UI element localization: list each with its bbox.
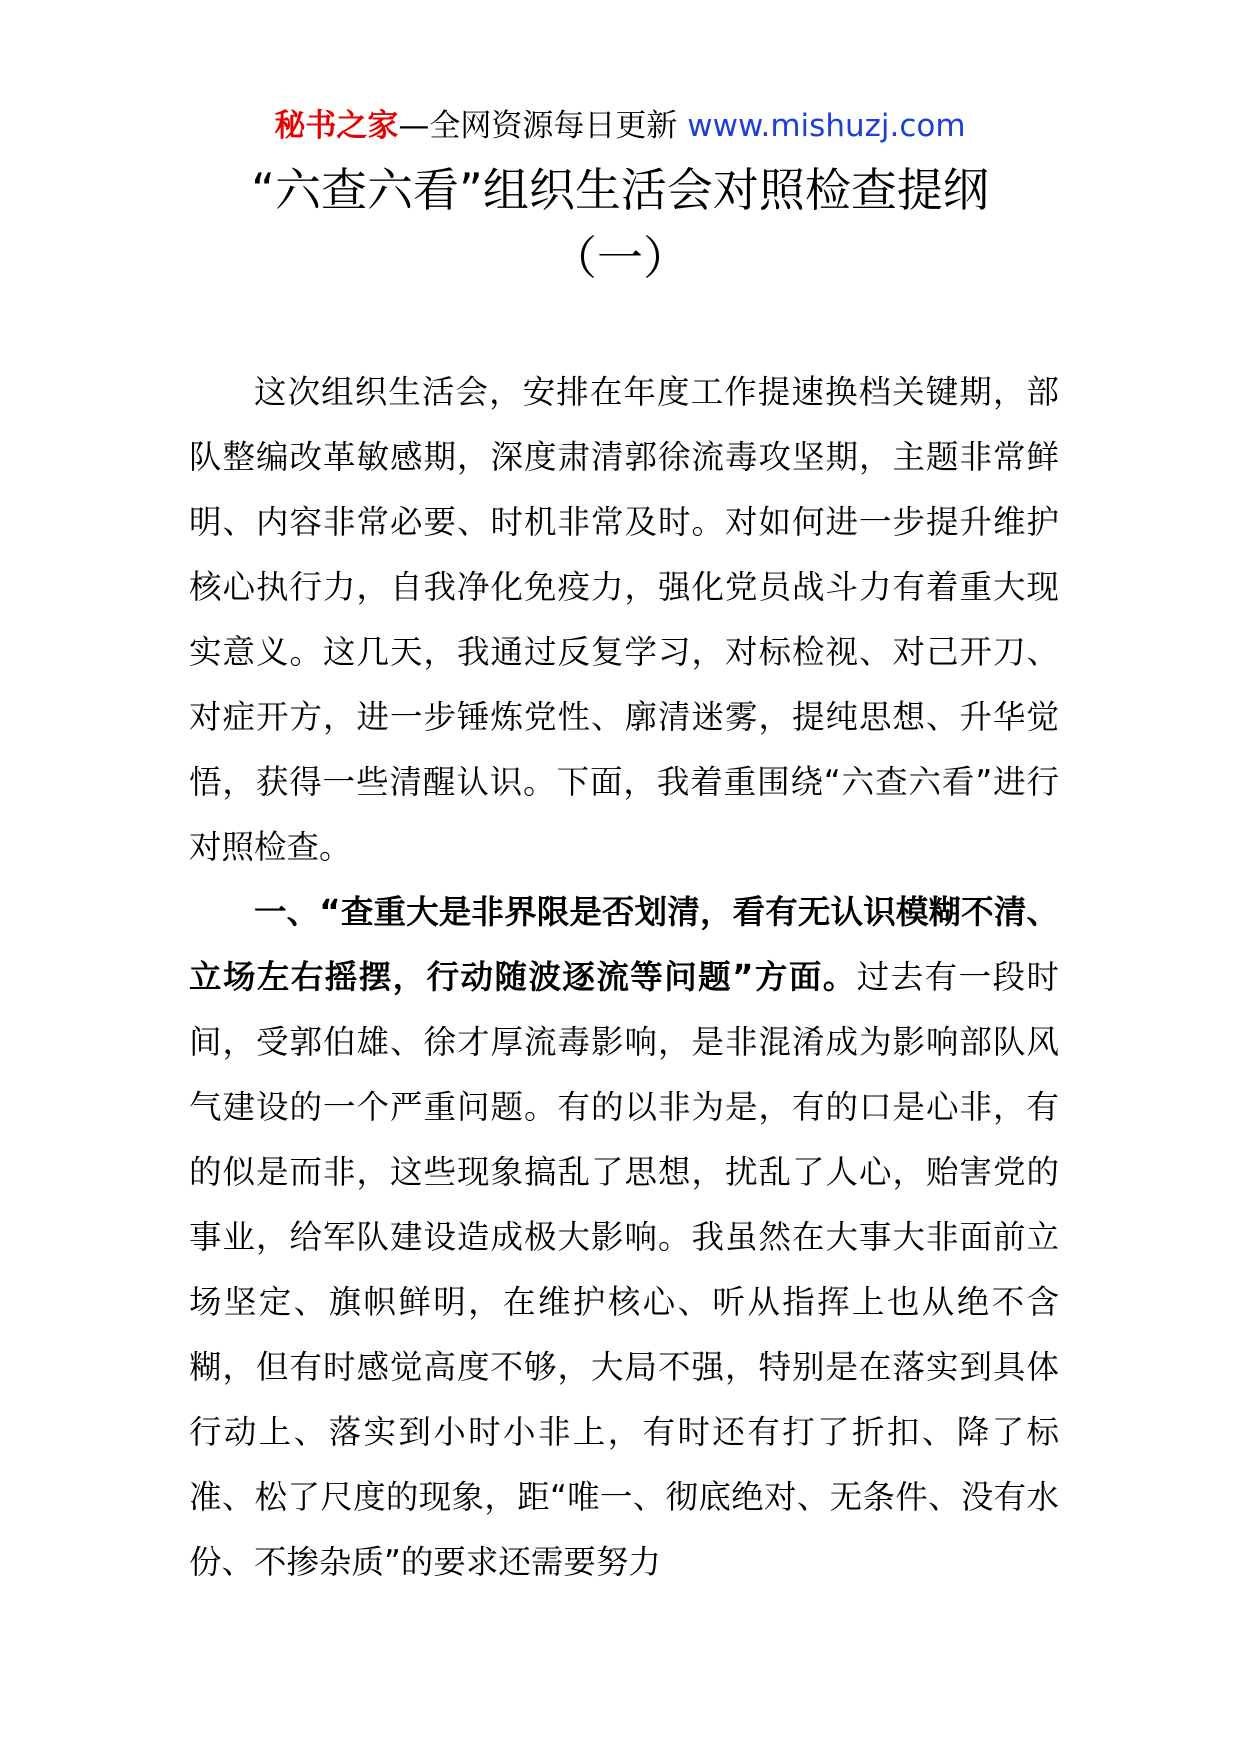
paragraph-section-one — [189, 880, 1059, 1595]
section-heading: 一、“查重大是非界限是否划清，看有无认识模糊不清、立场左右摇摆，行动随波逐流等问题”方面。 — [189, 893, 1059, 996]
site-slogan: —全网资源每日更新 — [398, 108, 688, 144]
document-title-number: （一） — [551, 231, 689, 285]
document-body — [189, 360, 1059, 1595]
document-title: “六查六看”组织生活会对照检查提纲 — [251, 163, 989, 217]
site-header — [0, 104, 1240, 148]
site-brand: 秘书之家 — [274, 108, 399, 144]
section-body: 过去有一段时间，受郭伯雄、徐才厚流毒影响，是非混淆成为影响部队风气建设的一个严重问题。有的以非为是，有的口是心非，有的似是而非，这些现象搞乱了思想，扰乱了人心，贻害党的事业，给军队建设造成极大影响。我虽然在大事大非面前立场坚定、旗帜鲜明，在维护核心、听从指挥上也从绝不含糊，但有时感觉高度不够，大局不强，特别是在落实到具体行动上、落实到小时小非上，有时还有打了折扣、降了标准、松了尺度的现象，距“唯一、彻底绝对、无条件、没有水份、不掺杂质”的要求还需要努力 — [189, 958, 1059, 1581]
paragraph-intro: 这次组织生活会，安排在年度工作提速换档关键期，部队整编改革敏感期，深度肃清郭徐流毒攻坚期，主题非常鲜明、内容非常必要、时机非常及时。对如何进一步提升维护核心执行力，自我净化免疫力，强化党员战斗力有着重大现实意义。这几天，我通过反复学习，对标检视、对己开刀、对症开方，进一步锤炼党性、廓清迷雾，提纯思想、升华觉悟，获得一些清醒认识。下面，我着重围绕“六查六看”进行对照检查。 — [189, 373, 1059, 866]
site-url-link[interactable]: www.mishuzj.com — [687, 108, 966, 144]
